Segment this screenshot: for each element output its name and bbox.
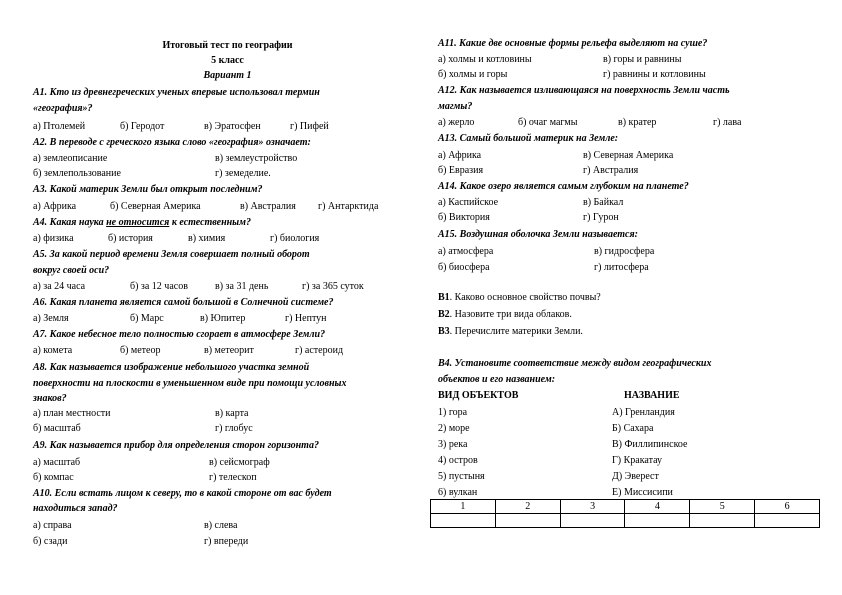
b3-number: В3: [438, 326, 450, 337]
option: г) за 365 суток: [302, 281, 364, 292]
option: в) сейсмограф: [209, 457, 270, 468]
question-a10-line2: находиться запад?: [33, 503, 118, 514]
option: а) землеописание: [33, 153, 108, 164]
option: в) Эратосфен: [204, 121, 261, 132]
option: в) за 31 день: [215, 281, 269, 292]
list-item: 5) пустыня: [438, 471, 485, 482]
option: г) литосфера: [594, 262, 649, 273]
variant-label: Вариант 1: [203, 70, 252, 81]
option: б) Геродот: [120, 121, 165, 132]
option: б) за 12 часов: [130, 281, 188, 292]
option: в) Юпитер: [200, 313, 246, 324]
option: а) физика: [33, 233, 74, 244]
table-header-cell: 2: [495, 500, 560, 514]
option: а) Земля: [33, 313, 69, 324]
grade-label: 5 класс: [211, 55, 244, 66]
option: г) Пифей: [290, 121, 329, 132]
option: б) история: [108, 233, 153, 244]
list-item: 3) река: [438, 439, 468, 450]
option: г) земеделие.: [215, 168, 271, 179]
question-a5-line2: вокруг своей оси?: [33, 265, 110, 276]
table-header-cell: 1: [431, 500, 496, 514]
question-b4-line2: объектов и его названием:: [438, 374, 556, 385]
option: а) за 24 часа: [33, 281, 86, 292]
answer-cell[interactable]: [755, 514, 820, 528]
option: а) Птолемей: [33, 121, 86, 132]
question-a4: [33, 217, 251, 229]
list-item: 4) остров: [438, 455, 478, 466]
question-a15: А15. Воздушная оболочка Земли называется:: [438, 229, 638, 240]
option: а) жерло: [438, 117, 475, 128]
option: г) впереди: [204, 536, 249, 547]
table-row: [431, 514, 820, 528]
question-a8-line1: А8. Как называется изображение небольшого участка земной: [33, 362, 310, 373]
option: б) холмы и горы: [438, 69, 508, 80]
option: б) очаг магмы: [518, 117, 578, 128]
question-b3: [438, 326, 583, 338]
option: а) Каспийское: [438, 197, 499, 208]
list-item: А) Гренландия: [612, 407, 675, 418]
question-a4-pre: А4. Какая наука: [33, 217, 107, 228]
option: а) атмосфера: [438, 246, 494, 257]
answer-cell[interactable]: [625, 514, 690, 528]
question-a12-line2: магмы?: [438, 101, 473, 112]
option: г) астероид: [295, 345, 344, 356]
table-header-cell: 6: [755, 500, 820, 514]
option: б) метеор: [120, 345, 161, 356]
option: в) гидросфера: [594, 246, 655, 257]
option: в) карта: [215, 408, 249, 419]
list-item: В) Филлипинское: [612, 439, 688, 450]
question-a2: А2. В переводе с греческого языка слово «география» означает:: [33, 137, 311, 148]
b1-text: . Каково основное свойство почвы?: [449, 292, 601, 303]
option: б) сзади: [33, 536, 68, 547]
table-header-cell: 3: [560, 500, 625, 514]
option: а) справа: [33, 520, 72, 531]
option: г) Гурон: [583, 212, 619, 223]
option: г) глобус: [215, 423, 253, 434]
option: г) биология: [270, 233, 320, 244]
option: в) кратер: [618, 117, 657, 128]
option: г) лава: [713, 117, 742, 128]
answer-cell[interactable]: [690, 514, 755, 528]
question-a9: А9. Как называется прибор для определения сторон горизонта?: [33, 440, 319, 451]
question-b4-line1: [438, 358, 711, 370]
question-a4-negation: не относится: [106, 217, 170, 228]
option: а) Африка: [33, 201, 77, 212]
option: б) Виктория: [438, 212, 490, 223]
question-a11: А11. Какие две основные формы рельефа выделяют на суше?: [438, 38, 708, 49]
question-a3: А3. Какой материк Земли был открыт последним?: [33, 184, 263, 195]
b2-text: . Назовите три вида облаков.: [449, 309, 572, 320]
question-b2: [438, 309, 572, 321]
b2-number: В2: [438, 309, 450, 320]
question-a8-line2: поверхности на плоскости в уменьшенном виде при помощи условных: [33, 378, 347, 389]
column-header-types: ВИД ОБЪЕКТОВ: [438, 390, 519, 401]
list-item: 1) гора: [438, 407, 468, 418]
answer-table: [430, 499, 820, 528]
question-a5-line1: А5. За какой период времени Земля совершает полный оборот: [33, 249, 310, 260]
option: в) горы и равнины: [603, 54, 682, 65]
option: а) комета: [33, 345, 73, 356]
option: б) Евразия: [438, 165, 484, 176]
table-header-cell: 5: [690, 500, 755, 514]
option: в) землеустройство: [215, 153, 298, 164]
option: б) Марс: [130, 313, 164, 324]
option: г) Австралия: [583, 165, 639, 176]
b3-text: . Перечислите материки Земли.: [449, 326, 583, 337]
option: а) план местности: [33, 408, 111, 419]
option: г) телескоп: [209, 472, 257, 483]
option: б) Северная Америка: [110, 201, 201, 212]
option: а) масштаб: [33, 457, 81, 468]
list-item: Г) Кракатау: [612, 455, 663, 466]
option: а) Африка: [438, 150, 482, 161]
option: б) биосфера: [438, 262, 490, 273]
list-item: Д) Эверест: [612, 471, 659, 482]
option: в) метеорит: [204, 345, 254, 356]
b4-number: В4: [438, 358, 450, 369]
table-row: [431, 500, 820, 514]
option: в) химия: [188, 233, 226, 244]
question-a4-post: к естественным?: [169, 217, 251, 228]
option: б) масштаб: [33, 423, 81, 434]
question-a12-line1: А12. Как называется изливающаяся на поверхность Земли часть: [438, 85, 730, 96]
option: а) холмы и котловины: [438, 54, 532, 65]
option: в) Северная Америка: [583, 150, 674, 161]
option: г) Антарктида: [318, 201, 379, 212]
test-title: Итоговый тест по географии: [162, 40, 293, 51]
b4-text: . Установите соответствие между видом географических: [449, 358, 712, 369]
list-item: Б) Сахара: [612, 423, 654, 434]
question-a7: А7. Какое небесное тело полностью сгорает в атмосфере Земли?: [33, 329, 326, 340]
answer-cell[interactable]: [560, 514, 625, 528]
question-a1-line1: А1. Кто из древнегреческих ученых впервые использовал термин: [33, 87, 320, 98]
option: г) равнины и котловины: [603, 69, 706, 80]
question-a8-line3: знаков?: [33, 393, 67, 404]
question-a10-line1: А10. Если встать лицом к северу, то в какой стороне от вас будет: [33, 488, 332, 499]
list-item: 2) море: [438, 423, 470, 434]
option: б) компас: [33, 472, 74, 483]
table-header-cell: 4: [625, 500, 690, 514]
option: г) Нептун: [285, 313, 327, 324]
option: б) землепользование: [33, 168, 121, 179]
question-a14: А14. Какое озеро является самым глубоким на планете?: [438, 181, 689, 192]
list-item: 6) вулкан: [438, 487, 478, 498]
option: в) Австралия: [240, 201, 296, 212]
option: в) Байкал: [583, 197, 624, 208]
question-a1-line2: «география»?: [33, 103, 93, 114]
b1-number: В1: [438, 292, 450, 303]
answer-cell[interactable]: [431, 514, 496, 528]
list-item: Е) Миссисипи: [612, 487, 673, 498]
option: в) слева: [204, 520, 238, 531]
answer-cell[interactable]: [495, 514, 560, 528]
question-a13: А13. Самый большой материк на Земле:: [438, 133, 619, 144]
column-header-names: НАЗВАНИЕ: [624, 390, 680, 401]
question-a6: А6. Какая планета является самой большой в Солнечной системе?: [33, 297, 334, 308]
question-b1: [438, 292, 601, 304]
